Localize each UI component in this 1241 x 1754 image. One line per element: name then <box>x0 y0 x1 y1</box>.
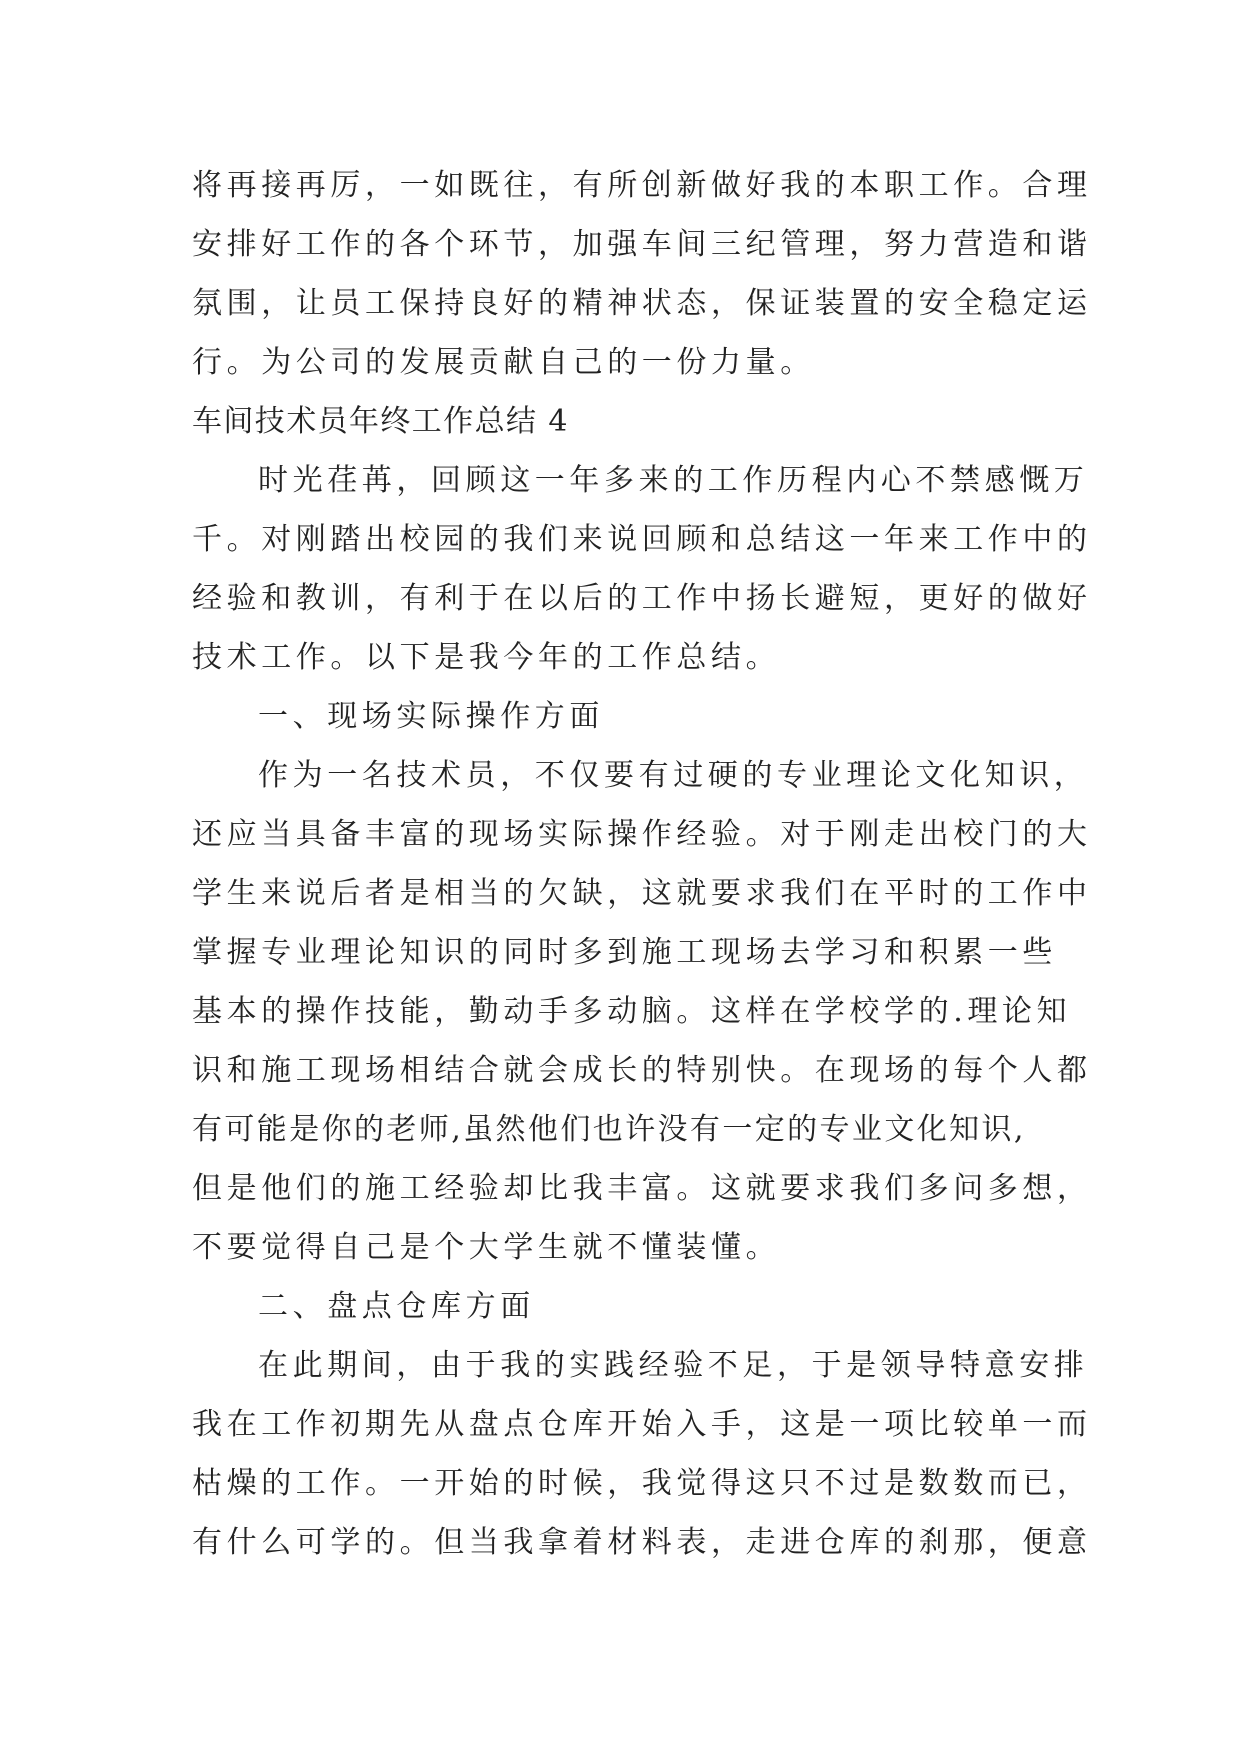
text-line: 行。为公司的发展贡献自己的一份力量。 <box>192 345 815 380</box>
text-line: 有什么可学的。但当我拿着材料表，走进仓库的刹那，便意 <box>192 1525 1092 1560</box>
text-line: 我在工作初期先从盘点仓库开始入手，这是一项比较单一而 <box>192 1407 1092 1442</box>
paragraph-start: 在此期间，由于我的实践经验不足，于是领导特意安排 <box>258 1348 1089 1383</box>
text-line: 掌握专业理论知识的同时多到施工现场去学习和积累一些 <box>192 935 1057 970</box>
text-line: 学生来说后者是相当的欠缺，这就要求我们在平时的工作中 <box>192 876 1092 911</box>
text-line: 千。对刚踏出校园的我们来说回顾和总结这一年来工作中的 <box>192 522 1092 557</box>
subsection-heading: 二、盘点仓库方面 <box>258 1289 535 1324</box>
paragraph-start: 作为一名技术员，不仅要有过硬的专业理论文化知识， <box>258 758 1089 793</box>
document-page <box>192 156 1092 1572</box>
text-line: 还应当具备丰富的现场实际操作经验。对于刚走出校门的大 <box>192 817 1092 852</box>
text-line: 基本的操作技能，勤动手多动脑。这样在学校学的.理论知 <box>192 994 1072 1029</box>
text-line: 不要觉得自己是个大学生就不懂装懂。 <box>192 1230 781 1265</box>
text-line: 有可能是你的老师,虽然他们也许没有一定的专业文化知识, <box>192 1112 1026 1147</box>
subsection-heading: 一、现场实际操作方面 <box>258 699 604 734</box>
text-line: 枯燥的工作。一开始的时候，我觉得这只不过是数数而已， <box>192 1466 1092 1501</box>
text-line: 技术工作。以下是我今年的工作总结。 <box>192 640 781 675</box>
text-line: 将再接再厉，一如既往，有所创新做好我的本职工作。合理 <box>192 168 1092 203</box>
text-line: 氛围，让员工保持良好的精神状态，保证装置的安全稳定运 <box>192 286 1092 321</box>
text-line: 安排好工作的各个环节，加强车间三纪管理，努力营造和谐 <box>192 227 1092 262</box>
text-line: 但是他们的施工经验却比我丰富。这就要求我们多问多想， <box>192 1171 1092 1206</box>
paragraph-start: 时光荏苒，回顾这一年多来的工作历程内心不禁感慨万 <box>258 463 1089 498</box>
text-line: 经验和教训，有利于在以后的工作中扬长避短，更好的做好 <box>192 581 1092 616</box>
section-title: 车间技术员年终工作总结 4 <box>192 404 569 439</box>
text-line: 识和施工现场相结合就会成长的特别快。在现场的每个人都 <box>192 1053 1092 1088</box>
